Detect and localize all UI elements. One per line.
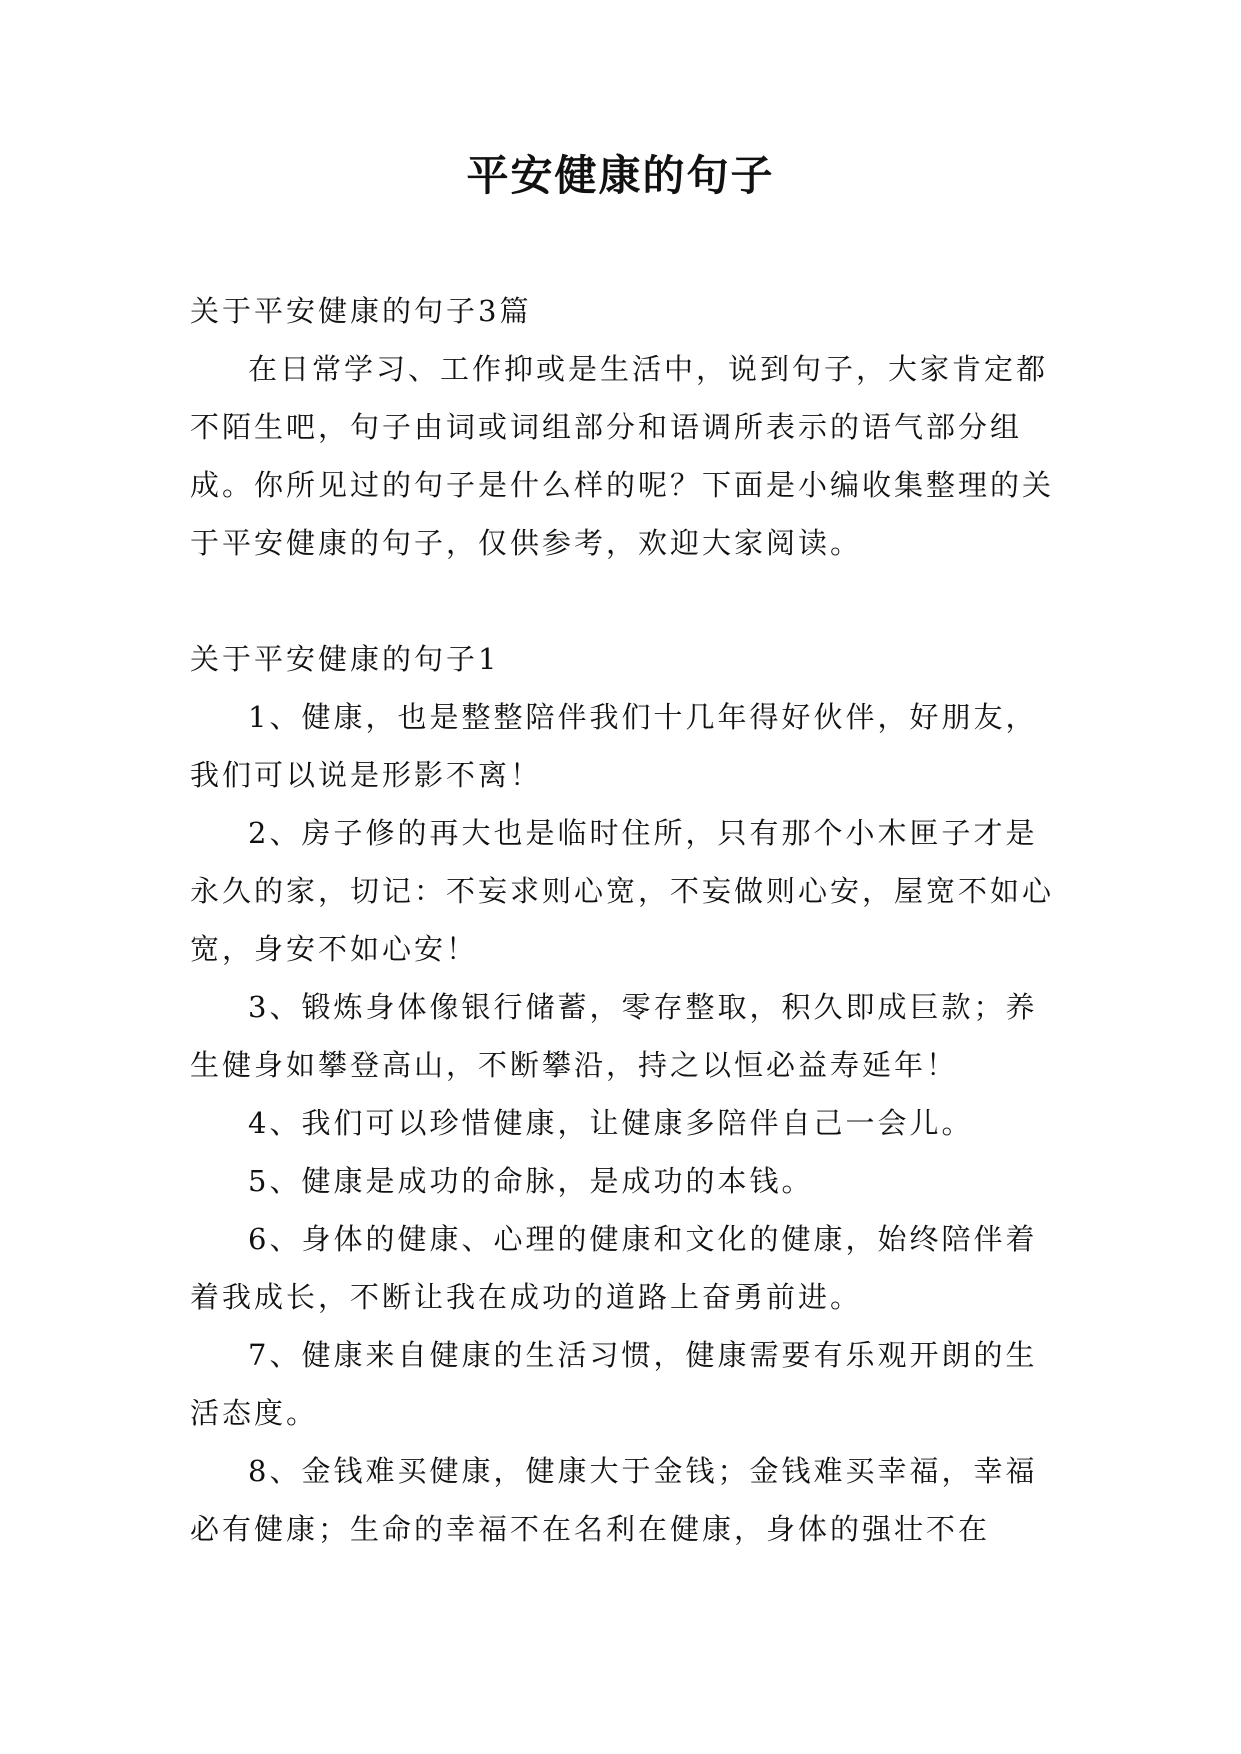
list-item: 1、健康，也是整整陪伴我们十几年得好伙伴，好朋友，我们可以说是形影不离！ <box>190 700 1038 792</box>
document-body <box>190 282 1056 1558</box>
list-item: 2、房子修的再大也是临时住所，只有那个小木匣子才是永久的家，切记：不妄求则心宽，不妄做则心安，屋宽不如心宽，身安不如心安！ <box>190 816 1055 966</box>
list-item: 8、金钱难买健康，健康大于金钱；金钱难买幸福，幸福必有健康；生命的幸福不在名利在健康，身体的强壮不在 <box>190 1454 1038 1546</box>
list-item: 4、我们可以珍惜健康，让健康多陪伴自己一会儿。 <box>248 1106 974 1140</box>
list-item: 5、健康是成功的命脉，是成功的本钱。 <box>248 1164 814 1198</box>
list-item: 3、锻炼身体像银行储蓄，零存整取，积久即成巨款；养生健身如攀登高山，不断攀沿，持之以恒必益寿延年！ <box>190 990 1038 1082</box>
list-item: 7、健康来自健康的生活习惯，健康需要有乐观开朗的生活态度。 <box>190 1338 1038 1430</box>
list-item: 6、身体的健康、心理的健康和文化的健康，始终陪伴着着我成长，不断让我在成功的道路上奋勇前进。 <box>190 1222 1038 1314</box>
section-heading: 关于平安健康的句子1 <box>190 642 500 676</box>
intro-paragraph: 在日常学习、工作抑或是生活中，说到句子，大家肯定都不陌生吧，句子由词或词组部分和语调所表示的语气部分组成。你所见过的句子是什么样的呢？下面是小编收集整理的关于平安健康的句子，仅供参考，欢迎大家阅读。 <box>190 352 1055 560</box>
section-spacer <box>190 572 1056 630</box>
page-title: 平安健康的句子 <box>466 151 775 200</box>
document-subtitle: 关于平安健康的句子3篇 <box>190 294 532 328</box>
